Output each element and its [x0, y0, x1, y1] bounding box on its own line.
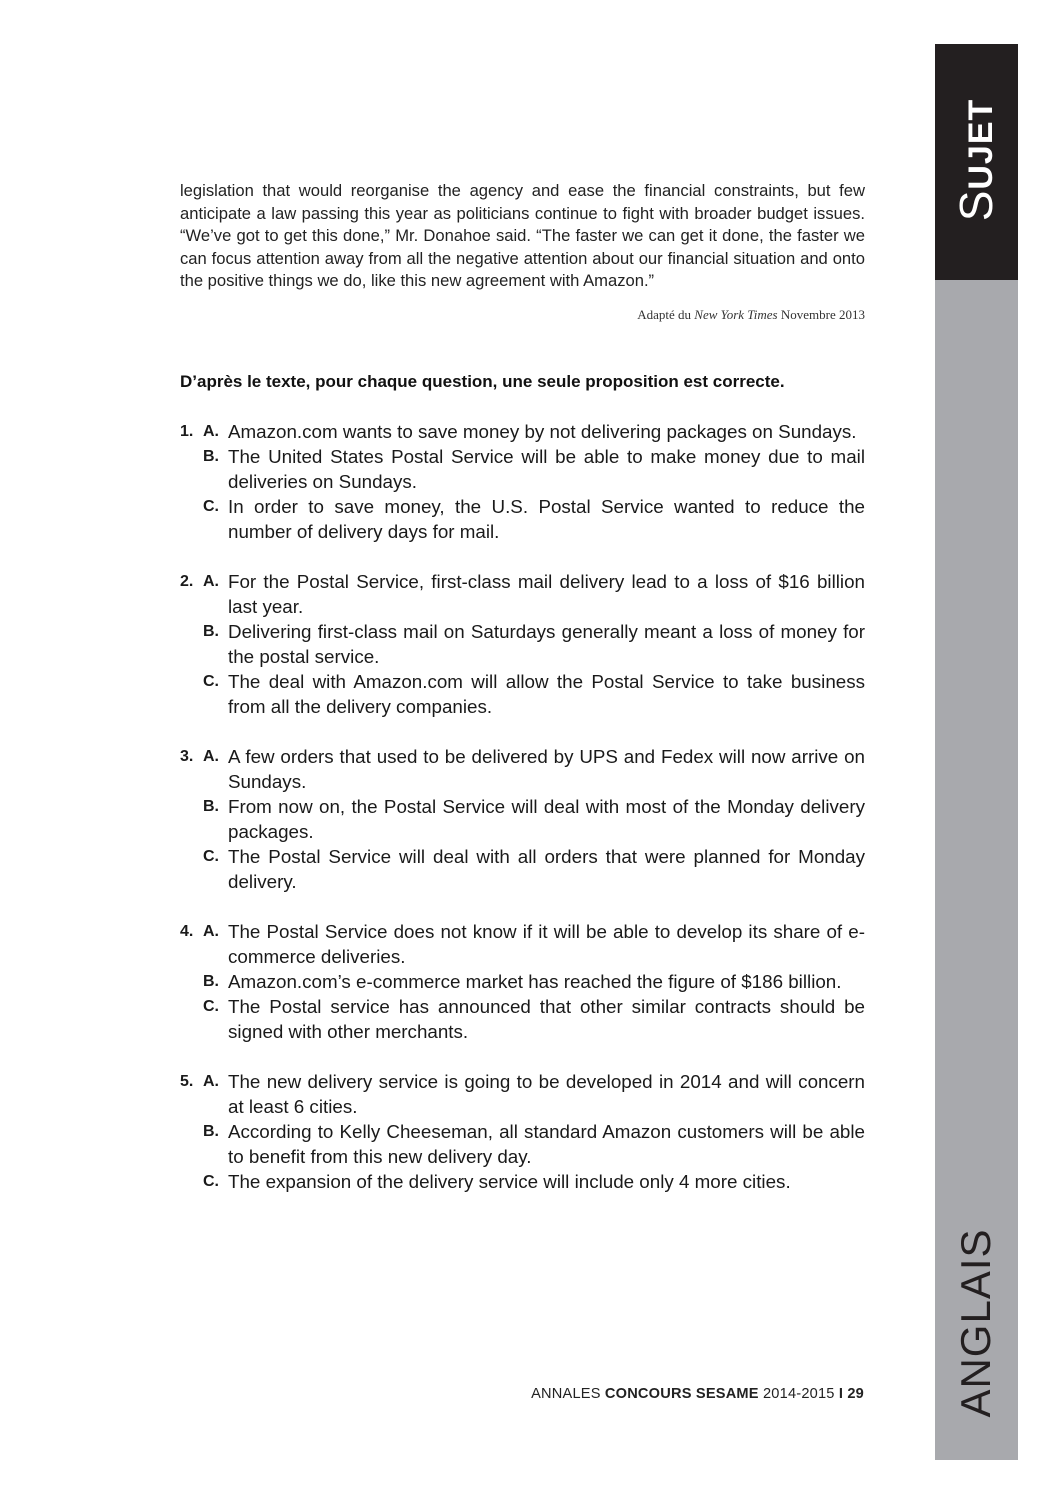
option-4c[interactable] — [180, 994, 865, 1044]
option-text: The Postal Service does not know if it will be able to develop its share of e-commerce deliveries. — [228, 920, 865, 967]
question-3 — [180, 744, 865, 894]
footer-annales: ANNALES — [531, 1386, 605, 1402]
option-text: The United States Postal Service will be able to make money due to mail deliveries on Sundays. — [228, 445, 865, 492]
question-4 — [180, 919, 865, 1044]
option-5b[interactable] — [180, 1119, 865, 1169]
option-letter: A. — [203, 422, 219, 440]
option-text: Delivering first-class mail on Saturdays generally meant a loss of money for the postal service. — [228, 620, 865, 667]
footer-years: 2014-2015 — [758, 1386, 839, 1402]
sidebar-top-block — [935, 44, 1018, 280]
option-2a[interactable] — [180, 569, 865, 619]
section-sidebar — [935, 44, 1018, 1460]
footer-separator: I — [838, 1386, 844, 1402]
option-4b[interactable] — [180, 969, 865, 994]
option-text: The Postal Service will deal with all orders that were planned for Monday delivery. — [228, 845, 865, 892]
sujet-label-rest: UJET — [962, 98, 1000, 190]
option-1b[interactable] — [180, 444, 865, 494]
option-letter: C. — [203, 847, 219, 865]
page-number: 29 — [843, 1386, 864, 1402]
anglais-label: ANGLAIS — [952, 1228, 999, 1418]
sujet-label — [949, 99, 1003, 222]
page-content — [180, 180, 865, 1219]
option-letter: B. — [203, 972, 219, 990]
option-letter: A. — [203, 747, 219, 765]
option-4a[interactable] — [180, 919, 865, 969]
option-3b[interactable] — [180, 794, 865, 844]
source-publication: New York Times — [694, 306, 778, 322]
option-letter: B. — [203, 1122, 219, 1140]
option-letter: C. — [203, 997, 219, 1015]
article-excerpt: legislation that would reorganise the agency and ease the financial constraints, but few anticipate a law passing this year as politicians continue to fight with broader budget issues. “We’ve got to get this done,” Mr. Donahoe said. “The faster we can get it done, the faster we can focus attention away from all the negative attention about our financial situation and onto the positive things we do, like this new agreement with Amazon.” — [180, 181, 865, 291]
question-number: 2. — [180, 572, 194, 590]
option-1c[interactable] — [180, 494, 865, 544]
option-text: The deal with Amazon.com will allow the Postal Service to take business from all the delivery companies. — [228, 670, 865, 717]
option-3c[interactable] — [180, 844, 865, 894]
option-letter: A. — [203, 922, 219, 940]
option-5a[interactable] — [180, 1069, 865, 1119]
question-5 — [180, 1069, 865, 1194]
option-text: According to Kelly Cheeseman, all standard Amazon customers will be able to benefit from this new delivery day. — [228, 1120, 865, 1167]
option-3a[interactable] — [180, 744, 865, 794]
sujet-label-cap: S — [950, 189, 1002, 222]
question-2 — [180, 569, 865, 719]
option-text: Amazon.com wants to save money by not delivering packages on Sundays. — [228, 420, 857, 442]
source-suffix: Novembre 2013 — [777, 306, 865, 322]
option-text: The expansion of the delivery service will include only 4 more cities. — [228, 1170, 791, 1192]
option-letter: C. — [203, 672, 219, 690]
option-text: Amazon.com’s e-commerce market has reached the figure of $186 billion. — [228, 970, 842, 992]
source-citation — [180, 307, 865, 323]
option-text: In order to save money, the U.S. Postal Service wanted to reduce the number of delivery days for mail. — [228, 495, 865, 542]
option-text: From now on, the Postal Service will deal with most of the Monday delivery packages. — [228, 795, 865, 842]
option-2b[interactable] — [180, 619, 865, 669]
question-list — [180, 419, 865, 1194]
option-1a[interactable] — [180, 419, 865, 444]
quiz-instruction: D’après le texte, pour chaque question, une seule proposition est correcte. — [180, 371, 785, 391]
option-letter: B. — [203, 797, 219, 815]
question-number: 1. — [180, 422, 194, 440]
option-2c[interactable] — [180, 669, 865, 719]
option-letter: C. — [203, 497, 219, 515]
question-number: 5. — [180, 1072, 194, 1090]
source-prefix: Adapté du — [637, 306, 695, 322]
option-text: The new delivery service is going to be developed in 2014 and will concern at least 6 cities. — [228, 1070, 865, 1117]
option-letter: A. — [203, 572, 219, 590]
question-number: 3. — [180, 747, 194, 765]
option-text: A few orders that used to be delivered by UPS and Fedex will now arrive on Sundays. — [228, 745, 865, 792]
question-number: 4. — [180, 922, 194, 940]
option-letter: B. — [203, 622, 219, 640]
option-letter: C. — [203, 1172, 219, 1190]
option-5c[interactable] — [180, 1169, 865, 1194]
footer-concours: CONCOURS SESAME — [604, 1386, 759, 1402]
page-footer — [531, 1386, 864, 1402]
option-text: For the Postal Service, first-class mail delivery lead to a loss of $16 billion last year. — [228, 570, 865, 617]
question-1 — [180, 419, 865, 544]
option-letter: B. — [203, 447, 219, 465]
option-letter: A. — [203, 1072, 219, 1090]
option-text: The Postal service has announced that other similar contracts should be signed with other merchants. — [228, 995, 865, 1042]
